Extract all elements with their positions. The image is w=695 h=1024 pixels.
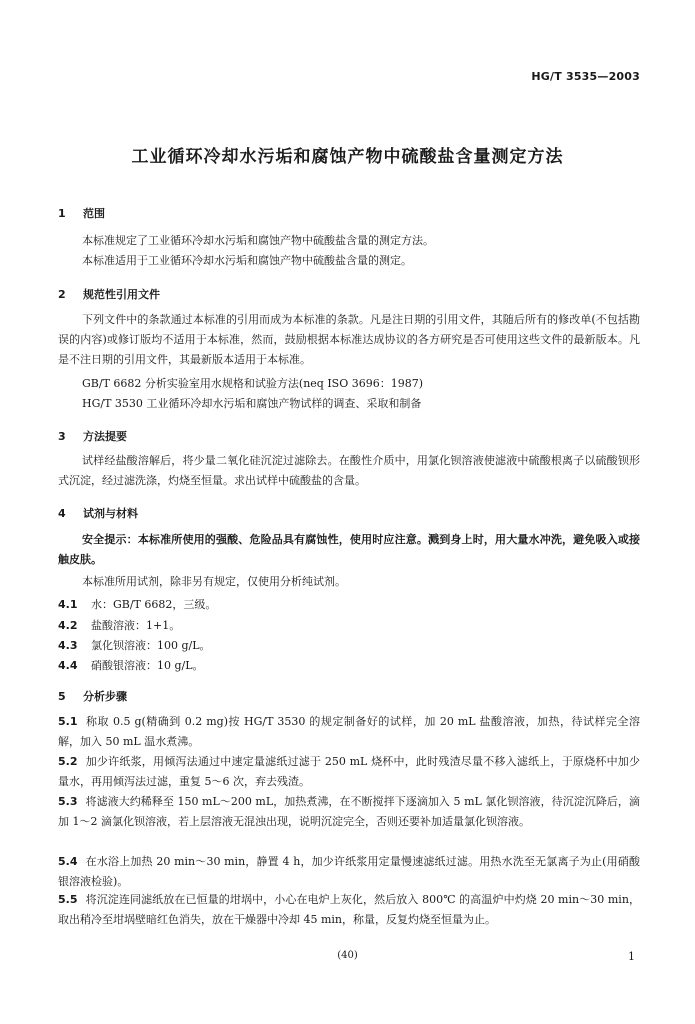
clause-text: 盐酸溶液：1+1。	[91, 619, 181, 632]
clause-text: 水：GB/T 6682，三级。	[91, 598, 217, 611]
reagent-item	[58, 637, 211, 653]
clause-number: 5.3	[58, 795, 78, 808]
procedure-step	[58, 852, 640, 892]
procedure-step	[58, 752, 640, 792]
section-number: 1	[58, 207, 66, 220]
section-title: 规范性引用文件	[83, 288, 160, 301]
clause-number: 4.1	[58, 598, 78, 611]
section-2-heading	[58, 286, 160, 302]
clause-text: 称取 0.5 g(精确到 0.2 mg)按 HG/T 3530 的规定制备好的试样，加 20 mL 盐酸溶液，加热，待试样完全溶解，加入 50 mL 温水煮沸。	[58, 715, 640, 748]
clause-text: 氯化钡溶液：100 g/L。	[91, 639, 211, 652]
section-number: 2	[58, 288, 66, 301]
procedure-step	[58, 792, 640, 832]
clause-text: 硝酸银溶液：10 g/L。	[91, 659, 204, 672]
section-5-heading	[58, 688, 127, 704]
normative-ref-1: GB/T 6682 分析实验室用水规格和试验方法(neq ISO 3696：1987)	[82, 377, 423, 390]
section-title: 试剂与材料	[83, 507, 138, 520]
section-title: 方法提要	[83, 430, 127, 443]
footer-sequence-number: (40)	[337, 950, 358, 961]
section-title: 分析步骤	[83, 690, 127, 703]
clause-number: 5.5	[58, 893, 78, 906]
section-number: 5	[58, 690, 66, 703]
clause-number: 4.4	[58, 659, 78, 672]
clause-text: 在水浴上加热 20 min～30 min，静置 4 h，加少许纸浆用定量慢速滤纸过滤。用热水洗至无氯离子为止(用硝酸银溶液检验)。	[58, 855, 640, 888]
clause-text: 将滤液大约稀释至 150 mL～200 mL，加热煮沸，在不断搅拌下逐滴加入 5 mL 氯化钡溶液，待沉淀沉降后，滴加 1～2 滴氯化钡溶液，若上层溶液无混浊出现，说明沉淀完全，否则还要补加适量氯化钡溶液。	[58, 795, 640, 828]
clause-number: 5.1	[58, 715, 78, 728]
procedure-step	[58, 890, 640, 930]
section-number: 3	[58, 430, 66, 443]
section-number: 4	[58, 507, 66, 520]
reagent-general-note: 本标准所用试剂，除非另有规定，仅使用分析纯试剂。	[82, 575, 346, 588]
page-number: 1	[628, 950, 635, 963]
reagent-item	[58, 617, 180, 633]
safety-notice: 安全提示：本标准所使用的强酸、危险品具有腐蚀性，使用时应注意。溅到身上时，用大量水冲洗，避免吸入或接触皮肤。	[58, 533, 640, 566]
normative-ref-2: HG/T 3530 工业循环冷却水污垢和腐蚀产物试样的调查、采取和制备	[82, 397, 422, 410]
clause-number: 4.2	[58, 619, 78, 632]
section-4-heading	[58, 505, 138, 521]
procedure-step	[58, 712, 640, 752]
clause-number: 5.4	[58, 855, 78, 868]
clause-text: 将沉淀连同滤纸放在已恒量的坩埚中，小心在电炉上灰化，然后放入 800℃ 的高温炉中灼烧 20 min～30 min，取出稍冷至坩埚壁暗红色消失，放在干燥器中冷却 45 min，称量，反复灼烧至恒量为止。	[58, 893, 640, 926]
document-title: 工业循环冷却水污垢和腐蚀产物中硫酸盐含量测定方法	[131, 147, 564, 167]
scope-paragraph-1: 本标准规定了工业循环冷却水污垢和腐蚀产物中硫酸盐含量的测定方法。	[82, 234, 434, 247]
standard-code: HG/T 3535—2003	[531, 70, 640, 83]
normative-intro: 下列文件中的条款通过本标准的引用而成为本标准的条款。凡是注日期的引用文件，其随后所有的修改单(不包括勘误的内容)或修订版均不适用于本标准，然而，鼓励根据本标准达成协议的各方研究是否可使用这些文件的最新版本。凡是不注日期的引用文件，其最新版本适用于本标准。	[58, 313, 640, 366]
clause-number: 4.3	[58, 639, 78, 652]
summary-paragraph: 试样经盐酸溶解后，将少量二氧化硅沉淀过滤除去。在酸性介质中，用氯化钡溶液使滤液中硫酸根离子以硫酸钡形式沉淀，经过滤洗涤，灼烧至恒量。求出试样中硫酸盐的含量。	[58, 454, 640, 487]
reagent-item	[58, 657, 204, 673]
section-title: 范围	[83, 207, 105, 220]
scope-paragraph-2: 本标准适用于工业循环冷却水污垢和腐蚀产物中硫酸盐含量的测定。	[82, 254, 412, 267]
section-1-heading	[58, 205, 105, 221]
clause-text: 加少许纸浆，用倾泻法通过中速定量滤纸过滤于 250 mL 烧杯中，此时残渣尽量不移入滤纸上，于原烧杯中加少量水，再用倾泻法过滤，重复 5～6 次，弃去残渣。	[58, 755, 640, 788]
clause-number: 5.2	[58, 755, 78, 768]
section-3-heading	[58, 428, 127, 444]
reagent-item	[58, 596, 216, 612]
